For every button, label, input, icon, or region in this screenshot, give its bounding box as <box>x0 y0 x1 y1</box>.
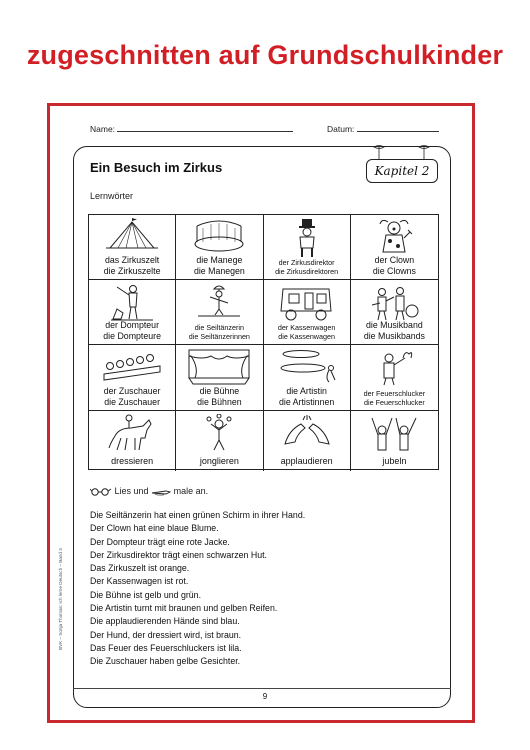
date-field[interactable] <box>327 123 439 134</box>
stage-icon <box>187 348 251 386</box>
sentence-list <box>90 509 305 669</box>
name-label: Name: <box>90 124 116 134</box>
clown-icon <box>374 218 414 258</box>
juggler-icon <box>199 414 239 452</box>
pencil-icon <box>151 488 171 496</box>
word-card: jonglieren <box>176 411 263 471</box>
sentence: Die Bühne ist gelb und grün. <box>90 589 202 600</box>
circus-ring-icon <box>191 218 247 254</box>
instruction-read: Lies und <box>114 486 149 496</box>
sentence: Das Feuer des Feuerschluckers ist lila. <box>90 642 242 653</box>
wagon-icon <box>275 283 339 323</box>
date-line <box>357 123 439 132</box>
ringmaster-icon <box>287 218 327 258</box>
band-icon <box>368 283 420 323</box>
chapter-badge: Kapitel 2 <box>366 159 438 183</box>
word-card: der Clown die Clowns <box>351 215 438 280</box>
sentence: Das Zirkuszelt ist orange. <box>90 563 190 574</box>
clapping-hands-icon <box>279 414 335 452</box>
banner-title: zugeschnitten auf Grundschulkinder <box>26 40 504 70</box>
horse-rider-icon <box>105 414 159 452</box>
word-card: der Zirkusdirektor die Zirkusdirektoren <box>264 215 351 280</box>
page-title: Ein Besuch im Zirkus <box>90 160 223 175</box>
fire-eater-icon <box>369 348 419 386</box>
word-card: die Seiltänzerin die Seiltänzerinnen <box>176 280 263 345</box>
sentence: Der Dompteur trägt eine rote Jacke. <box>90 536 230 547</box>
word-card: die Manege die Manegen <box>176 215 263 280</box>
audience-icon <box>100 348 164 382</box>
sentence: Die Seiltänzerin hat einen grünen Schirm in ihrer Hand. <box>90 510 306 520</box>
page-number: 9 <box>262 692 268 701</box>
sentence: Die Zuschauer haben gelbe Gesichter. <box>90 656 241 667</box>
word-card: die Artistin die Artistinnen <box>264 345 351 411</box>
glasses-icon <box>90 487 112 496</box>
sentence: Die applaudierenden Hände sind blau. <box>90 616 240 627</box>
tightrope-walker-icon <box>196 283 242 323</box>
acrobat-icon <box>275 348 339 386</box>
word-card: die Bühne die Bühnen <box>176 345 263 411</box>
word-card: der Kassenwagen die Kassenwagen <box>264 280 351 345</box>
word-card: der Dompteur die Dompteure <box>89 280 176 345</box>
word-card: jubeln <box>351 411 438 471</box>
sentence: Der Clown hat eine blaue Blume. <box>90 523 219 534</box>
word-card: der Feuerschlucker die Feuerschlucker <box>351 345 438 411</box>
bow-icon <box>373 144 385 160</box>
word-card: das Zirkuszelt die Zirkuszelte <box>89 215 176 280</box>
sentence: Die Artistin turnt mit braunen und gelben Reifen. <box>90 603 278 614</box>
sentence: Der Kassenwagen ist rot. <box>90 576 189 587</box>
section-subtitle: Lernwörter <box>90 191 134 201</box>
bow-icon <box>418 144 430 160</box>
word-card: die Musikband die Musikbands <box>351 280 438 345</box>
vocabulary-grid <box>88 214 439 470</box>
circus-tent-icon <box>104 218 160 254</box>
footer-rule <box>73 688 451 689</box>
word-card: dressieren <box>89 411 176 471</box>
word-card: applaudieren <box>264 411 351 471</box>
date-label: Datum: <box>327 124 355 134</box>
cheering-icon <box>366 414 422 452</box>
tamer-icon <box>109 283 155 323</box>
instruction-paint: male an. <box>173 486 209 496</box>
name-line <box>117 123 293 132</box>
sentence: Der Zirkusdirektor trägt einen schwarzen Hut. <box>90 549 267 560</box>
sentence: Der Hund, der dressiert wird, ist braun. <box>90 629 242 640</box>
instruction-line <box>90 486 208 496</box>
word-card: der Zuschauer die Zuschauer <box>89 345 176 411</box>
name-field[interactable] <box>90 123 293 134</box>
copyright-note: BVK – Sonja Thomas: Ich lerne Deutsch – Band 3 <box>58 548 63 650</box>
